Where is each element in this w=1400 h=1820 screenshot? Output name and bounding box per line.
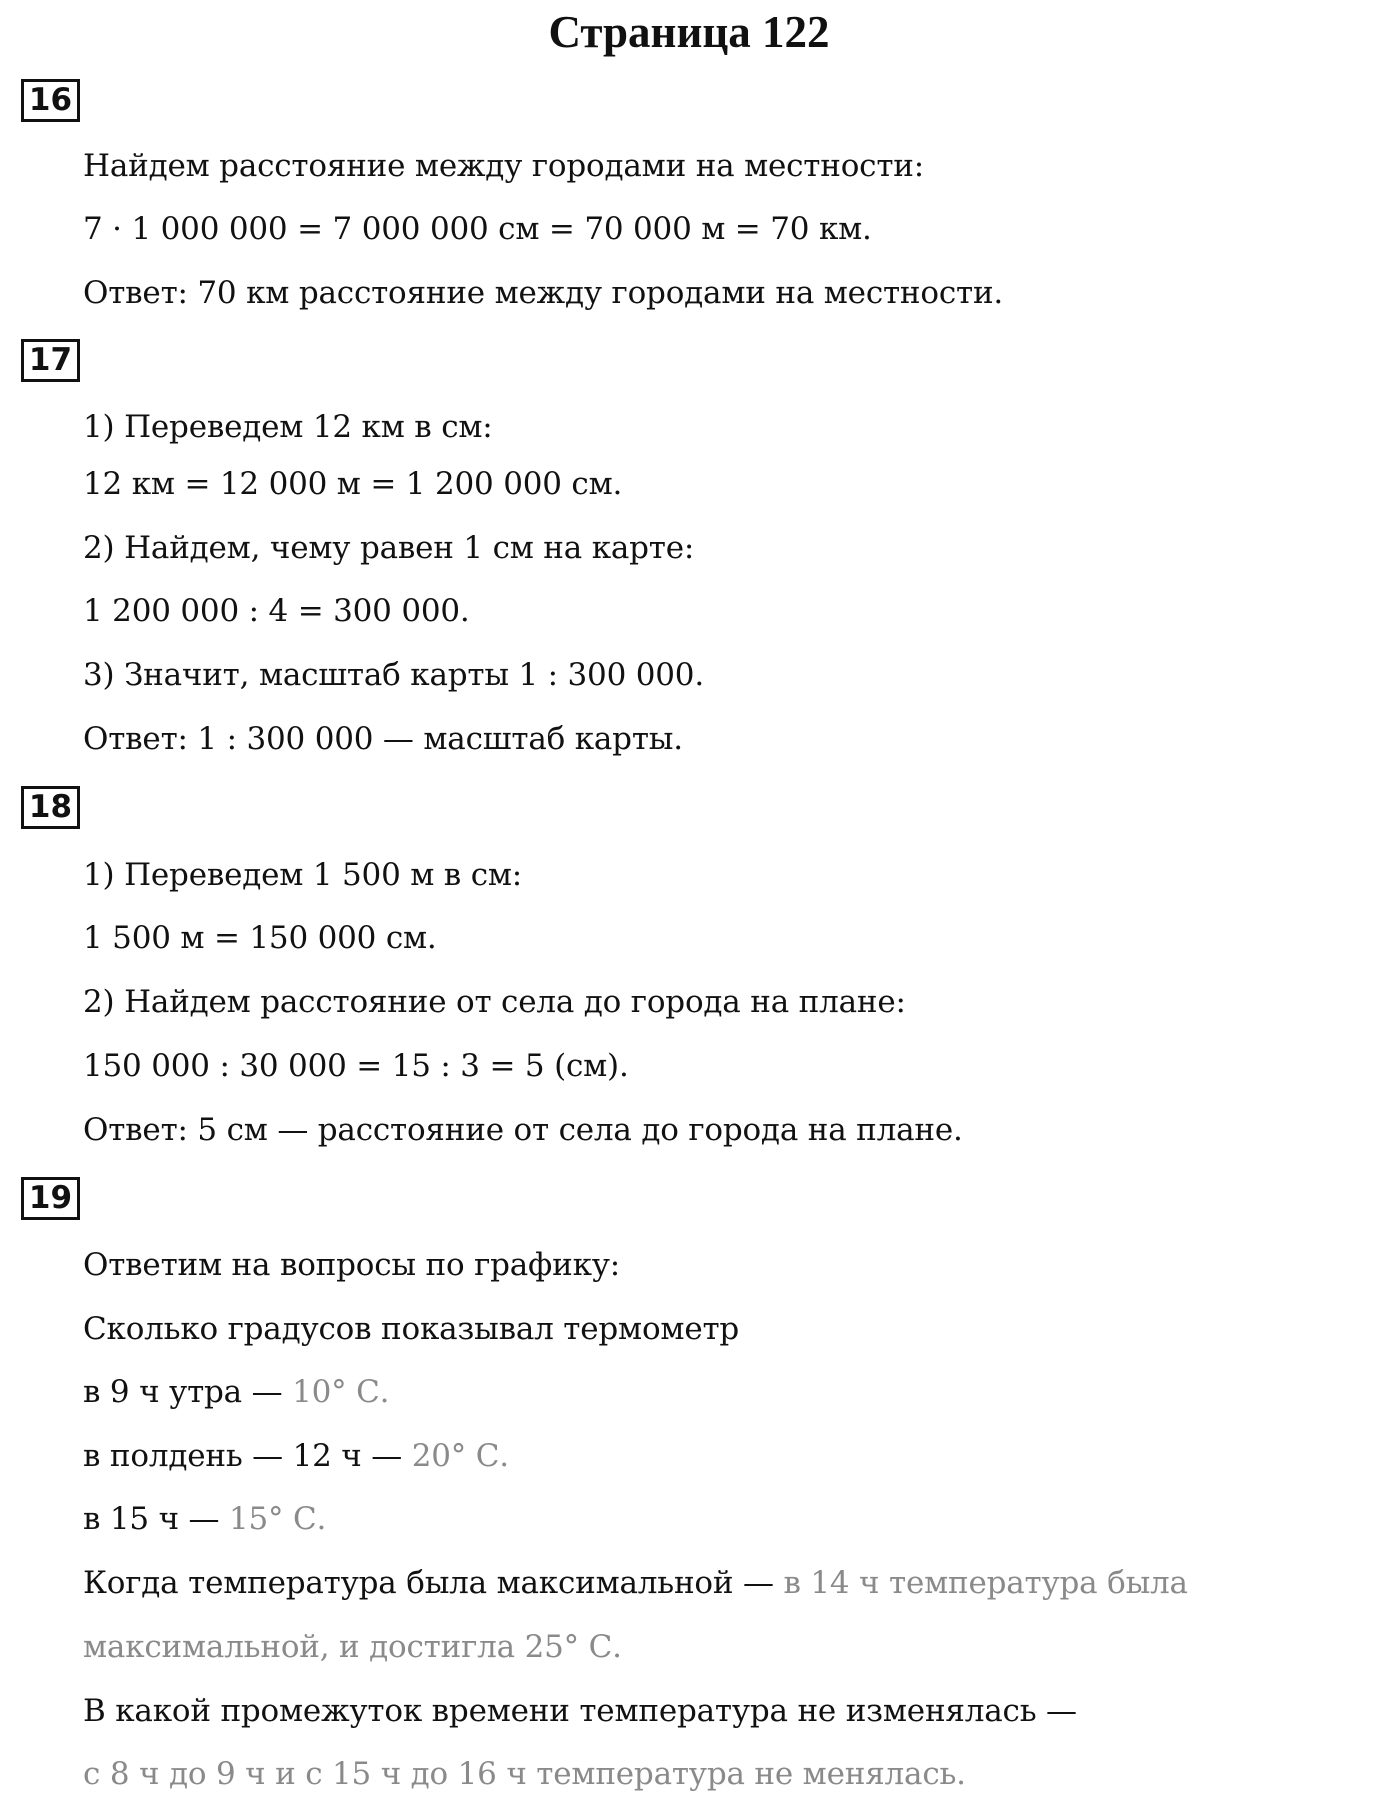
- answer-noon: 20° С.: [411, 1438, 509, 1474]
- task-19-row-15h: [83, 1499, 326, 1539]
- question-9am: в 9 ч утра —: [83, 1374, 293, 1410]
- question-max: Когда температура была максимальной —: [83, 1565, 784, 1601]
- task-16-line-2: 7 · 1 000 000 = 7 000 000 см = 70 000 м = 70 км.: [83, 211, 872, 247]
- task-16-answer: Ответ: 70 км расстояние между городами на местности.: [83, 275, 1004, 311]
- task-17-line-4: 1 200 000 : 4 = 300 000.: [83, 593, 470, 629]
- question-15h: в 15 ч —: [83, 1501, 230, 1537]
- page-title: Страница 122: [548, 7, 830, 57]
- task-19-line-1: Ответим на вопросы по графику:: [83, 1247, 621, 1283]
- task-19-row-9am: [83, 1372, 389, 1412]
- task-18-answer: Ответ: 5 см — расстояние от села до города на плане.: [83, 1112, 963, 1148]
- task-number-16: 16: [21, 79, 80, 122]
- task-18-line-2: 1 500 м = 150 000 см.: [83, 920, 437, 956]
- task-number-19: 19: [21, 1177, 80, 1220]
- task-number-18: 18: [21, 786, 80, 829]
- answer-constant: с 8 ч до 9 ч и с 15 ч до 16 ч температура не менялась.: [83, 1756, 966, 1792]
- task-19-row-max: [83, 1563, 1188, 1603]
- task-17-line-5: 3) Значит, масштаб карты 1 : 300 000.: [83, 657, 704, 693]
- task-18-line-1: 1) Переведем 1 500 м в см:: [83, 857, 523, 893]
- task-17-line-3: 2) Найдем, чему равен 1 см на карте:: [83, 530, 695, 566]
- task-17-line-1: 1) Переведем 12 км в см:: [83, 409, 493, 445]
- question-noon: в полдень — 12 ч —: [83, 1438, 412, 1474]
- task-18-line-3: 2) Найдем расстояние от села до города на плане:: [83, 984, 906, 1020]
- answer-9am: 10° С.: [292, 1374, 390, 1410]
- task-number-17: 17: [21, 339, 80, 382]
- task-16-line-1: Найдем расстояние между городами на местности:: [83, 148, 924, 184]
- question-constant: В какой промежуток времени температура не изменялась —: [83, 1693, 1077, 1729]
- task-18-line-4: 150 000 : 30 000 = 15 : 3 = 5 (см).: [83, 1048, 629, 1084]
- answer-max-part-1: в 14 ч температура была: [783, 1565, 1188, 1601]
- task-17-answer: Ответ: 1 : 300 000 — масштаб карты.: [83, 721, 683, 757]
- task-19-line-2: Сколько градусов показывал термометр: [83, 1311, 740, 1347]
- task-19-row-noon: [83, 1436, 509, 1476]
- task-17-line-2: 12 км = 12 000 м = 1 200 000 см.: [83, 466, 623, 502]
- answer-15h: 15° С.: [229, 1501, 327, 1537]
- answer-max-part-2: максимальной, и достигла 25° С.: [83, 1629, 622, 1665]
